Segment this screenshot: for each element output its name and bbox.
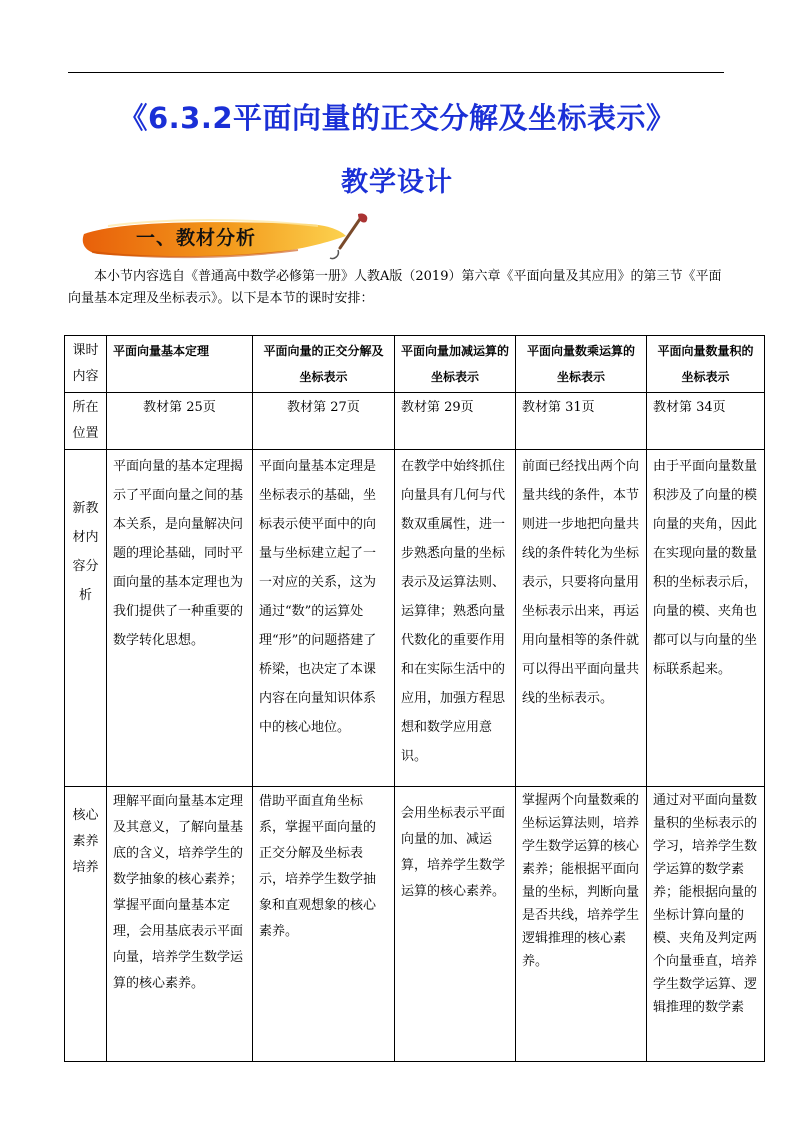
analysis-cell: 在教学中始终抓住向量具有几何与代数双重属性，进一步熟悉向量的坐标表示及运算法则、运算律；熟悉向量代数化的重要作用和在实际生活中的应用，加强方程思想和数学应用意识。 xyxy=(395,450,516,787)
analysis-cell: 由于平面向量数量积涉及了向量的模向量的夹角，因此在实现向量的数量积的坐标表示后，向量的模、夹角也都可以与向量的坐标联系起来。 xyxy=(647,450,765,787)
table-row xyxy=(65,393,765,450)
doc-title: 《6.3.2平面向量的正交分解及坐标表示》 xyxy=(118,101,676,135)
analysis-cell: 平面向量的基本定理揭示了平面向量之间的基本关系，是向量解决问题的理论基础，同时平面向量的基本定理也为我们提供了一种重要的数学转化思想。 xyxy=(107,450,253,787)
header-rule xyxy=(68,72,724,73)
table-row xyxy=(65,450,765,787)
core-cell: 借助平面直角坐标系，掌握平面向量的正交分解及坐标表示，培养学生数学抽象和直观想象的核心素养。 xyxy=(253,787,395,1062)
intro-text: 本小节内容选自《普通高中数学必修第一册》人教A版（2019）第六章《平面向量及其应用》的第三节《平面向量基本定理及坐标表示》。以下是本节的课时安排： xyxy=(68,269,722,306)
doc-subtitle: 教学设计 xyxy=(341,167,453,198)
topic-cell: 平面向量加减运算的坐标表示 xyxy=(395,336,516,393)
location-cell: 教材第 31页 xyxy=(516,393,647,450)
topic-cell: 平面向量的正交分解及坐标表示 xyxy=(253,336,395,393)
topic-cell: 平面向量基本定理 xyxy=(107,336,253,393)
topic-cell: 平面向量数乘运算的坐标表示 xyxy=(516,336,647,393)
topic-cell: 平面向量数量积的坐标表示 xyxy=(647,336,765,393)
core-cell: 理解平面向量基本定理及其意义，了解向量基底的含义，培养学生的数学抽象的核心素养；掌握平面向量基本定理，会用基底表示平面向量，培养学生数学运算的核心素养。 xyxy=(107,787,253,1062)
row-label-analysis: 新教材内容分析 xyxy=(65,450,107,787)
analysis-cell: 前面已经找出两个向量共线的条件，本节则进一步地把向量共线的条件转化为坐标表示，只要将向量用坐标表示出来，再运用向量相等的条件就可以得出平面向量共线的坐标表示。 xyxy=(516,450,647,787)
section-banner xyxy=(78,212,378,264)
core-cell: 会用坐标表示平面向量的加、减运算，培养学生数学运算的核心素养。 xyxy=(395,787,516,1062)
row-label-location: 所在位置 xyxy=(65,393,107,450)
row-label-core: 核心素养培养 xyxy=(65,787,107,1062)
location-cell: 教材第 25页 xyxy=(107,393,253,450)
location-cell: 教材第 29页 xyxy=(395,393,516,450)
location-cell: 教材第 27页 xyxy=(253,393,395,450)
lesson-schedule-table xyxy=(64,335,765,1062)
section-heading: 一、教材分析 xyxy=(136,227,257,249)
table-row xyxy=(65,787,765,1062)
location-cell: 教材第 34页 xyxy=(647,393,765,450)
table-row xyxy=(65,336,765,393)
intro-paragraph xyxy=(68,266,728,310)
core-cell: 掌握两个向量数乘的坐标运算法则，培养学生数学运算的核心素养；能根据平面向量的坐标，判断向量是否共线，培养学生逻辑推理的核心素养。 xyxy=(516,787,647,1062)
analysis-cell: 平面向量基本定理是坐标表示的基础，坐标表示使平面中的向量与坐标建立起了一一对应的关系，这为通过“数”的运算处理“形”的问题搭建了桥梁，也决定了本课内容在向量知识体系中的核心地位。 xyxy=(253,450,395,787)
row-label-topic: 课时内容 xyxy=(65,336,107,393)
core-cell: 通过对平面向量数量积的坐标表示的学习，培养学生数学运算的数学素养；能根据向量的坐标计算向量的模、夹角及判定两个向量垂直，培养学生数学运算、逻辑推理的数学素 xyxy=(647,787,765,1062)
